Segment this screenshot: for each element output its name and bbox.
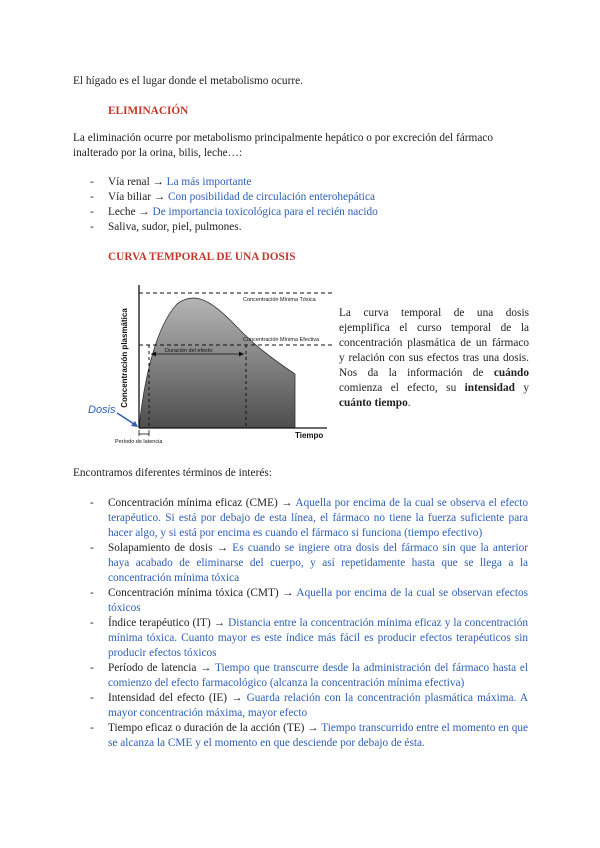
arrow-icon: → (216, 542, 229, 554)
item-desc: De importancia toxicológica para el recién nacido (152, 206, 378, 218)
pk-curve-figure (88, 280, 335, 445)
x-axis-label: Tiempo (295, 431, 324, 440)
cme-label: Concentración Mínima Efectiva (243, 337, 320, 343)
item-desc: Aquella por encima de la cual se observa el efecto terapéutico. Si está por debajo de esta línea, el fármaco no tiene la fuerza suficiente para hacer algo, y si está por encima es cuando el fármaco si funciona (tiempo efectivo) (108, 497, 529, 539)
item-term: Período de latencia (108, 662, 197, 674)
item-term: Vía renal (108, 176, 150, 188)
arrow-icon: → (307, 722, 319, 734)
item-term: Tiempo eficaz o duración de la acción (TE) (108, 722, 305, 734)
bullet-dash: - (90, 617, 94, 629)
item-term: Vía biliar (108, 191, 151, 203)
bullet-dash: - (90, 662, 94, 674)
cmt-label: Concentración Mínima Tóxica (243, 297, 316, 303)
item-desc: Con posibilidad de circulación enterohepática (167, 191, 375, 203)
dosis-label: Dosis (88, 404, 116, 416)
arrow-icon: → (200, 662, 212, 674)
bullet-dash: - (90, 191, 94, 203)
list-item (73, 721, 528, 751)
list-item (73, 616, 528, 661)
item-desc: La más importante (166, 176, 252, 188)
arrow-icon: → (282, 587, 294, 599)
item-term: Índice terapéutico (IT) (108, 617, 211, 629)
eliminacion-paragraph: La eliminación ocurre por metabolismo principalmente hepático o por excreción del fármaco inalterado por la orina, bilis, leche…: (73, 132, 494, 159)
arrow-icon: → (153, 191, 166, 203)
concentration-curve (139, 298, 295, 428)
arrow-icon: → (213, 617, 226, 629)
list-item (73, 586, 528, 616)
pk-curve-svg (88, 280, 335, 445)
bullet-dash: - (90, 542, 94, 554)
bullet-dash: - (90, 221, 94, 233)
item-term: Concentración mínima eficaz (CME) (108, 497, 278, 509)
list-item (73, 175, 528, 190)
bullet-dash: - (90, 176, 94, 188)
list-item (73, 661, 528, 691)
arrow-icon: → (138, 206, 150, 218)
list-item (73, 220, 528, 235)
terms-intro: Encontramos diferentes términos de interés: (73, 467, 272, 479)
item-desc: Tiempo que transcurre desde la administración del fármaco hasta el comienzo del efecto farmacológico (alcanza la concentración mínima efectiva) (108, 662, 529, 689)
item-desc: Aquella por encima de la cual se observan efectos tóxicos (108, 587, 529, 614)
list-item (73, 190, 528, 205)
bullet-dash: - (90, 497, 94, 509)
heading-eliminacion: ELIMINACIÓN (108, 105, 189, 117)
item-desc: Guarda relación con la concentración plasmática máxima. A mayor concentración máxima, mayor efecto (108, 692, 529, 719)
list-item (73, 691, 528, 721)
curve-description: La curva temporal de una dosis ejemplifica el curso temporal de la concentración plasmática de un fármaco y relación con sus efectos tras una dosis. Nos da la información de cuándo comienza el efecto, su intensidad y cuánto tiempo. (339, 307, 529, 409)
item-desc: Es cuando se ingiere otra dosis del fármaco sin que la anterior haya acabado de eliminarse del cuerpo, y así repetidamente hasta que se llega a la concentración mínima tóxica (108, 542, 528, 584)
eliminacion-list (73, 175, 528, 235)
arrow-icon: → (152, 176, 164, 188)
terms-list (73, 496, 528, 751)
arrow-icon: → (231, 692, 243, 704)
efecto-label: Duración del efecto (165, 348, 213, 354)
intro-text: El hígado es el lugar donde el metabolismo ocurre. (73, 75, 303, 87)
bullet-dash: - (90, 692, 94, 704)
list-item (73, 541, 528, 586)
item-term: Intensidad del efecto (IE) (108, 692, 228, 704)
item-term: Saliva, sudor, piel, pulmones. (108, 221, 242, 233)
y-axis-label: Concentración plasmática (120, 308, 129, 408)
arrow-icon: → (281, 497, 293, 509)
item-term: Leche (108, 206, 136, 218)
bullet-dash: - (90, 722, 94, 734)
bullet-dash: - (90, 206, 94, 218)
heading-curva-temporal: CURVA TEMPORAL DE UNA DOSIS (108, 251, 296, 263)
item-desc: Tiempo transcurrido entre el momento en que se alcanza la CME y el momento en que desciende por debajo de ésta. (108, 722, 529, 749)
bullet-dash: - (90, 587, 94, 599)
item-term: Solapamiento de dosis (108, 542, 213, 554)
item-term: Concentración mínima tóxica (CMT) (108, 587, 279, 599)
list-item (73, 496, 528, 541)
list-item (73, 205, 528, 220)
item-desc: Distancia entre la concentración mínima eficaz y la concentración mínima tóxica. Cuanto mayor es este índice más fácil es producir efectos terapéuticos sin producir efectos tóxicos (108, 617, 528, 659)
latencia-label: Período de latencia (115, 439, 163, 445)
